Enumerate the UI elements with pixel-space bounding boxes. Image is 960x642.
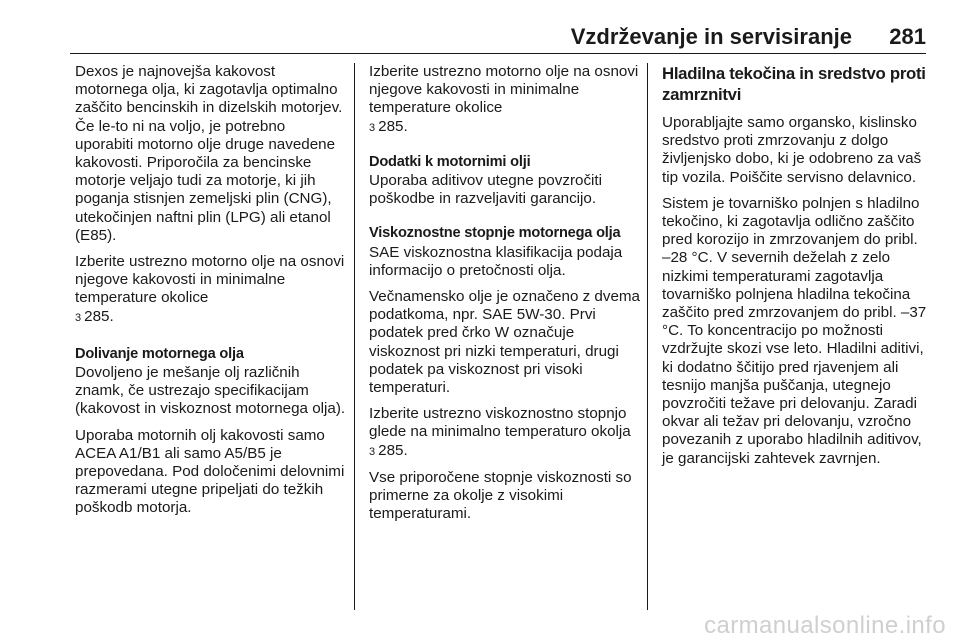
page-ref-arrow-icon: 3 <box>369 121 376 134</box>
paragraph: Vse priporočene stopnje viskoznosti so primerne za okolje z visokimi temperaturami. <box>369 468 632 523</box>
header-rule <box>70 53 926 54</box>
subheading: Viskoznostne stopnje motornega olja <box>369 225 621 242</box>
watermark: carmanualsonline.info <box>704 612 946 639</box>
page-number: 281 <box>889 24 926 49</box>
column-2 <box>369 63 641 531</box>
paragraph: Dexos je najnovejša kakovost motornega olja, ki zagotavlja optimalno zaščito bencinskih in dizelskih motorjev. Če le-to ni na voljo, je potrebno uporabiti motorno olje druge navedene kakovosti. Priporočila za bencinske motorje veljajo tudi za motorje, ki jih poganja stisnjen zemeljski plin (CNG), utekočinjen naftni plin (LPG) ali etanol (E85). <box>75 63 343 244</box>
subheading: Dodatki k motornimi olji <box>369 153 531 170</box>
page-reference[interactable]: 3 285. <box>369 117 408 135</box>
column-3 <box>662 63 930 476</box>
paragraph: Uporabljajte samo organsko, kislinsko sredstvo proti zmrzovanju z dolgo življenjsko dobo, ki je odobreno za vaš tip vozila. Poiščite servisno delavnico. <box>662 114 922 186</box>
paragraph: Uporaba aditivov utegne povzročiti poškodbe in razveljaviti garancijo. <box>369 172 603 208</box>
column-1 <box>75 63 347 526</box>
section-heading: Hladilna tekočina in sredstvo proti zamrznitvi <box>662 64 926 104</box>
paragraph: Izberite ustrezno motorno olje na osnovi njegove kakovosti in minimalne temperature okolice 3 285. <box>75 253 347 327</box>
paragraph: Izberite ustrezno motorno olje na osnovi njegove kakovosti in minimalne temperature okolice 3 285. <box>369 63 641 137</box>
page-ref-arrow-icon: 3 <box>369 445 376 458</box>
page-reference[interactable]: 3 285. <box>75 307 114 325</box>
paragraph: SAE viskoznostna klasifikacija podaja informacijo o pretočnosti olja. <box>369 243 623 279</box>
column-divider-1 <box>354 63 355 610</box>
paragraph: Dovoljeno je mešanje olj različnih znamk, če ustrezajo specifikacijam (kakovost in viskoznost motornega olja). <box>75 364 346 418</box>
paragraph: Večnamensko olje je označeno z dvema podatkoma, npr. SAE 5W-30. Prvi podatek pred črko W označuje viskoznost pri nizki temperaturi, drugi podatek pa viskoznost pri visoki temperaturi. <box>369 288 641 397</box>
page-header <box>0 0 960 56</box>
page-ref-arrow-icon: 3 <box>75 311 82 324</box>
page-reference[interactable]: 3 285. <box>369 441 408 459</box>
section-title: Vzdrževanje in servisiranje <box>570 24 852 49</box>
paragraph: Sistem je tovarniško polnjen s hladilno tekočino, ki zagotavlja odlično zaščito pred korozijo in zmrzovanjem do pribl. –28 °C. V severnih deželah z zelo nizkimi temperaturami zagotavlja tovarniško polnjena hladilna tekočina zaščito pred zmrzovanjem do pribl. –37 °C. To koncentracijo po možnosti vzdržujte skozi vse leto. Hladilni aditivi, ki dodatno ščitijo pred rjavenjem ali tesnijo manjša puščanja, utegnejo povzročiti težave pri delovanju. Zaradi okvar ali težav pri delovanju, vzročno povezanih z uporabo hladilnih aditivov, je garancijski zahtevek zavrnjen. <box>662 194 927 467</box>
paragraph: Izberite ustrezno viskoznostno stopnjo glede na minimalno temperaturo okolja 3 285. <box>369 405 631 459</box>
column-divider-2 <box>647 63 648 610</box>
subheading: Dolivanje motornega olja <box>75 345 244 362</box>
paragraph: Uporaba motornih olj kakovosti samo ACEA A1/B1 ali samo A5/B5 je prepovedana. Pod določenimi delovnimi razmerami utegne pripeljati do težkih poškodb motorja. <box>75 426 345 517</box>
